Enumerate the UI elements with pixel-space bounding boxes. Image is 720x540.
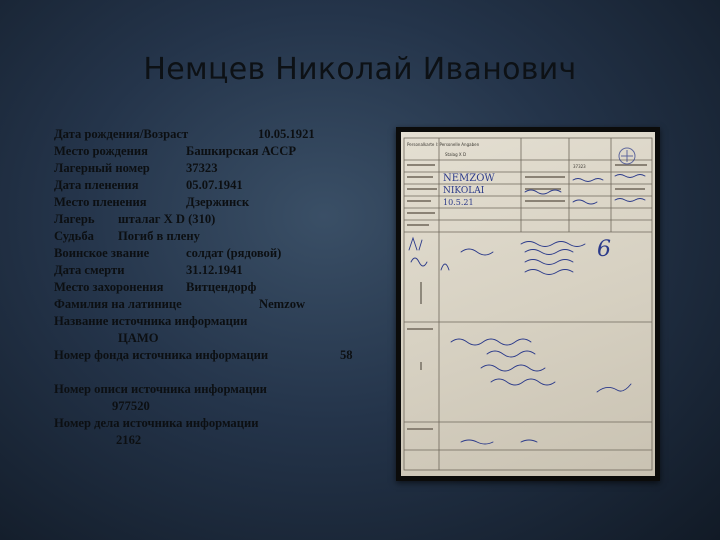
info-value: Погиб в плену [118,229,200,243]
info-value: Nemzow [259,297,306,311]
pow-personal-card [401,132,655,476]
info-row-camp [54,211,399,228]
card-drawing [401,132,655,476]
card-number: 37323 [573,164,586,169]
info-row-burial [54,279,399,296]
info-row-capture-date [54,177,399,194]
info-value: Дзержинск [186,195,250,209]
card-stalag: Stalag X D [445,152,467,157]
info-row-fond [54,347,399,364]
info-row-capture-place [54,194,399,211]
source-opis-label: Номер описи источника информации [54,382,267,396]
info-value: 10.05.1921 [258,127,315,141]
card-first-name: NIKOLAI [443,186,485,196]
info-label: Дата смерти [54,263,125,277]
info-label: Судьба [54,229,94,243]
info-row-camp-number [54,160,399,177]
info-value: шталаг X D (310) [118,212,216,226]
document-photo-frame [396,127,660,481]
info-row-latin-name [54,296,399,313]
info-label: Дата пленения [54,178,139,192]
source-name-label: Название источника информации [54,314,248,328]
info-row-death-date [54,262,399,279]
card-surname: NEMZOW [443,173,495,184]
card-header: Personalkarte I: Personelle Angaben [407,142,480,147]
info-value: 58 [340,348,353,362]
source-delo-label: Номер дела источника информации [54,416,259,430]
info-row-fate [54,228,399,245]
info-label: Фамилия на латинице [54,297,182,311]
info-label: Номер фонда источника информации [54,348,269,362]
info-label: Дата рождения/Возраст [54,127,189,141]
card-large-mark: 6 [597,237,611,262]
info-label: Место захоронения [54,280,164,294]
info-row-birth [54,126,399,143]
info-value: 05.07.1941 [186,178,243,192]
source-opis-value: 977520 [112,399,150,413]
source-delo-value: 2162 [116,433,142,447]
info-value: Витцендорф [186,280,257,294]
info-label: Место пленения [54,195,147,209]
spacer [54,364,399,381]
info-label: Воинское звание [54,246,150,260]
info-value: Башкирская АССР [186,144,297,158]
slide-title: Немцев Николай Иванович [143,52,577,87]
info-value: солдат (рядовой) [186,246,282,260]
info-row-rank [54,245,399,262]
info-row-birthplace [54,143,399,160]
info-block [54,126,399,449]
info-label: Лагерь [54,212,95,226]
info-value: 37323 [186,161,218,175]
info-value: 31.12.1941 [186,263,243,277]
source-name-value: ЦАМО [118,331,159,345]
card-date: 10.5.21 [443,198,474,207]
info-label: Лагерный номер [54,161,150,175]
info-label: Место рождения [54,144,148,158]
